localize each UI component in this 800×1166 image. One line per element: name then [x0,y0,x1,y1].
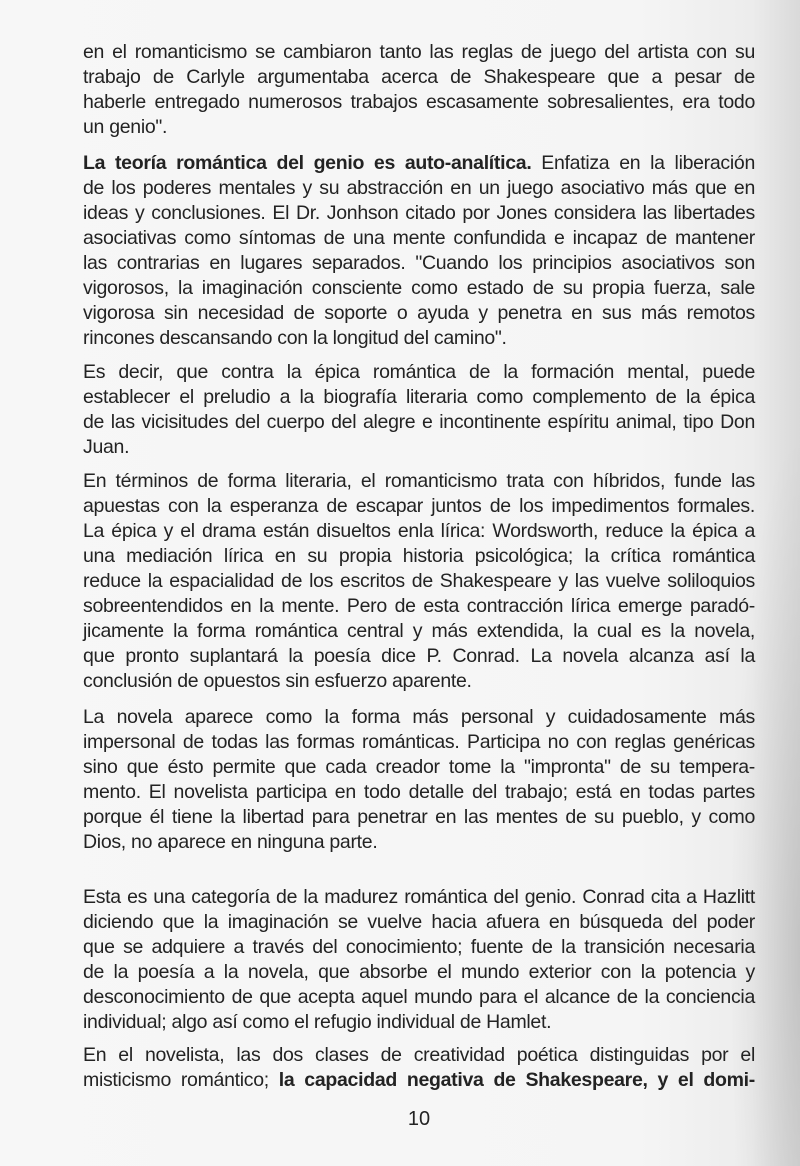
text-line: Juan. [83,435,130,458]
text-line: las contrarias en lugares separados. "Cuando los principios asociativos son [83,251,755,274]
paragraph [83,151,755,351]
text-line: En términos de forma literaria, el romanticismo trata con híbridos, funde las [83,469,755,492]
text-line: de los poderes mentales y su abstracción en un juego asociativo más que en [83,176,755,199]
text-line [83,151,755,176]
text-line: vigorosa sin necesidad de soporte o ayuda y penetra en sus más remotos [83,301,755,324]
paragraph [83,360,755,460]
text-line: apuestas con la esperanza de escapar juntos de los impedimentos formales. [83,494,755,517]
paragraph [83,705,755,855]
text-line: jicamente la forma romántica central y más extendida, la cual es la novela, [83,619,755,642]
text-line-rest: Enfatiza en la liberación [541,151,755,174]
paragraph [83,469,755,694]
paragraph [83,885,755,1035]
text-line: diciendo que la imaginación se vuelve hacia afuera en búsqueda del poder [83,910,755,933]
bold-emphasis-text: la capacidad negativa de Shakespeare, y el domi- [278,1068,755,1091]
text-line: de las vicisitudes del cuerpo del alegre e incontinente espíritu animal, tipo Don [83,410,755,433]
text-line: reduce la espacialidad de los escritos de Shakespeare y las vuelve soliloquios [83,569,755,592]
text-line: una mediación lírica en su propia historia psicológica; la crítica romántica [83,544,755,567]
text-line: porque él tiene la libertad para penetrar en las mentes de su pueblo, y como [83,805,755,828]
text-line: La épica y el drama están disueltos enla lírica: Wordsworth, reduce la épica a [83,519,755,542]
text-line: trabajo de Carlyle argumentaba acerca de Shakespeare que a pesar de [83,65,755,88]
page-number: 10 [407,1108,431,1130]
text-line: asociativas como síntomas de una mente confundida e incapaz de mantener [83,226,755,249]
text-line: ideas y conclusiones. El Dr. Jonhson citado por Jones considera las libertades [83,201,755,224]
bold-lead-text: La teoría romántica del genio es auto-analítica. [83,151,532,174]
text-line: un genio". [83,115,168,138]
text-line: sobreentendidos en la mente. Pero de esta contracción lírica emerge paradó- [83,594,755,617]
text-line: impersonal de todas las formas románticas. Participa no con reglas genéricas [83,730,755,753]
text-line: que se adquiere a través del conocimiento; fuente de la transición necesaria [83,935,755,958]
text-line: sino que ésto permite que cada creador tome la "impronta" de su tempera- [83,755,755,778]
text-line: desconocimiento de que acepta aquel mundo para el alcance de la conciencia [83,985,755,1008]
text-line: rincones descansando con la longitud del camino". [83,326,507,349]
text-line: que pronto suplantará la poesía dice P. Conrad. La novela alcanza así la [83,644,755,667]
text-line: establecer el preludio a la biografía literaria como complemento de la épica [83,385,755,408]
text-line: en el romanticismo se cambiaron tanto las reglas de juego del artista con su [83,40,755,63]
text-line: de la poesía a la novela, que absorbe el mundo exterior con la potencia y [83,960,755,983]
text-line: Es decir, que contra la épica romántica de la formación mental, puede [83,360,755,383]
text-line [83,1068,755,1093]
text-line: conclusión de opuestos sin esfuerzo aparente. [83,669,472,692]
text-line: La novela aparece como la forma más personal y cuidadosamente más [83,705,755,728]
text-line: mento. El novelista participa en todo detalle del trabajo; está en todas partes [83,780,755,803]
text-line: individual; algo así como el refugio individual de Hamlet. [83,1010,552,1033]
paragraph [83,1043,755,1093]
text-line: haberle entregado numerosos trabajos escasamente sobresalientes, era todo [83,90,755,113]
text-line: Dios, no aparece en ninguna parte. [83,830,378,853]
paragraph [83,40,755,140]
text-line-start: misticismo romántico; [83,1068,269,1091]
text-line: Esta es una categoría de la madurez romántica del genio. Conrad cita a Hazlitt [83,885,755,908]
text-column [83,0,755,1166]
text-line: En el novelista, las dos clases de creatividad poética distinguidas por el [83,1043,755,1066]
text-line: vigorosos, la imaginación consciente como estado de su propia fuerza, sale [83,276,755,299]
